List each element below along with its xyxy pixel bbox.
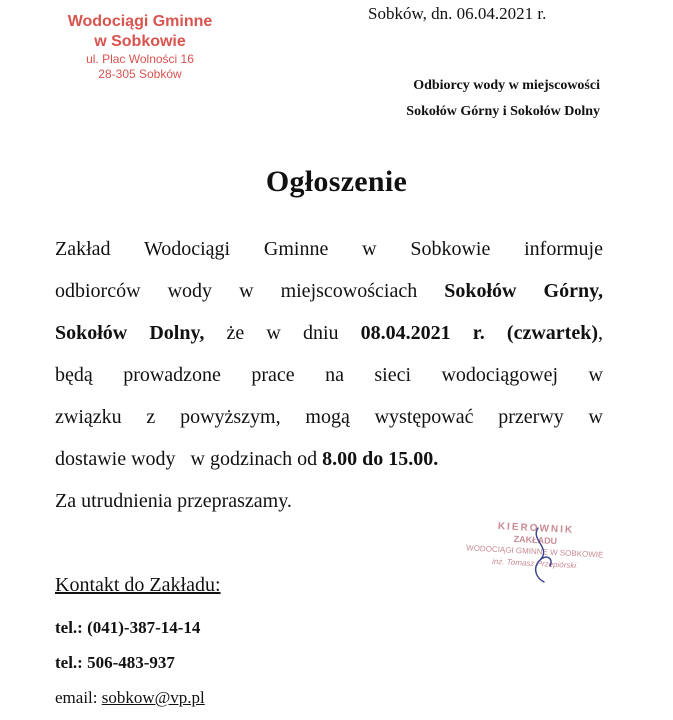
signature-scribble [500,520,580,590]
recipients-block [340,73,600,125]
body-line-3-text: że w dniu [204,322,361,344]
contact-heading: Kontakt do Zakładu: [55,574,221,596]
email-line [55,688,205,708]
body-line-5: związku z powyższym, mogą występować przerwy w [55,406,603,428]
company-stamp [40,12,240,82]
location-gorny: Sokołów Górny, [444,280,603,302]
manager-stamp-line-4: inż. Tomasz Przepiórski [491,556,577,571]
phone-line-1: tel.: (041)-387-14-14 [55,618,201,637]
body-line-6-text: dostawie wody w godzinach od [55,448,323,470]
stamp-line-2: w Sobkowie [94,33,186,50]
body-line-7: Za utrudnienia przepraszamy. [55,490,292,512]
stamp-line-3: ul. Plac Wolności 16 [86,52,194,66]
body-line-3 [55,312,603,354]
body-line-6 [55,438,603,480]
manager-stamp-line-3: WODOCIĄGI GMINNE W SOBKOWIE [465,543,604,560]
body-line-3-comma: , [597,322,603,344]
recipients-line-1: Odbiorcy wody w miejscowości [413,78,600,93]
page-title: Ogłoszenie [265,165,408,198]
body-line-2 [55,270,603,312]
body-line-2-text: odbiorców wody w miejscowościach [55,280,445,302]
stamp-line-4: 28-305 Sobków [98,67,182,81]
document-date: Sobków, dn. 06.04.2021 r. [368,4,547,23]
email-link[interactable]: sobkow@vp.pl [101,688,205,707]
body-line-4: będą prowadzone prace na sieci wodociągowej w [55,364,603,386]
manager-stamp-line-1: KIEROWNIK [497,521,575,537]
work-hours: 8.00 do 15.00. [322,448,439,470]
email-label: email: [55,688,102,707]
body-line-1: Zakład Wodociągi Gminne w Sobkowie informuje [55,238,603,260]
stamp-line-1: Wodociągi Gminne [67,13,213,30]
location-dolny: Sokołów Dolny, [55,322,205,344]
work-date: 08.04.2021 r. (czwartek) [360,322,598,344]
manager-stamp-line-2: ZAKŁADU [513,533,558,547]
recipients-line-2: Sokołów Górny i Sokołów Dolny [406,104,600,119]
announcement-body [55,228,603,522]
phone-line-2: tel.: 506-483-937 [55,653,175,672]
